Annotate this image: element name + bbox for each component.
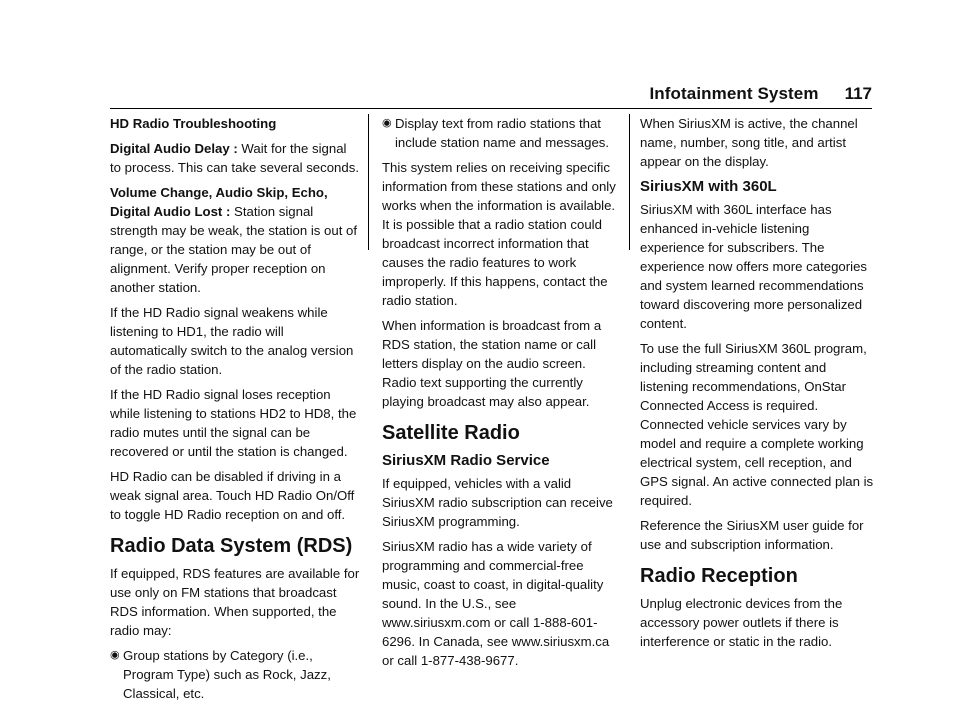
bullet-text: Display text from radio stations that include station name and messages.: [395, 116, 610, 150]
relies-paragraph: This system relies on receiving specific information from these stations and only works when the information is available. It is possible that a radio station could broadcast incorrect information that causes the radio features to work improperly. If this happens, contact the radio station.: [382, 160, 616, 308]
list-item: [382, 114, 618, 152]
bullet-text: Group stations by Category (i.e., Program Type) such as Rock, Jazz, Classical, etc.: [123, 648, 331, 701]
list-item: [110, 646, 360, 703]
sxm360-full: To use the full SiriusXM 360L program, including streaming content and listening recommendations, OnStar Connected Access is required. Connected vehicle services vary by model and require a complete working electrical system, cell reception, and GPS signal. An active connected plan is required.: [640, 341, 874, 508]
column-divider: [629, 114, 630, 250]
rds-heading: Radio Data System (RDS): [110, 535, 353, 557]
disabled-paragraph: HD Radio can be disabled if driving in a weak signal area. Touch HD Radio On/Off to toggle HD Radio reception on and off.: [110, 469, 355, 522]
sxm360-heading: SiriusXM with 360L: [640, 178, 777, 195]
section-title: Infotainment System: [649, 84, 819, 103]
column-middle: [382, 114, 618, 676]
header-rule: [110, 108, 872, 109]
troubleshooting-heading: HD Radio Troubleshooting: [110, 116, 277, 131]
broadcast-paragraph: When information is broadcast from a RDS station, the station name or call letters display on the audio screen. Radio text supporting the currently playing broadcast may also appear.: [382, 318, 602, 409]
sxm360-intro: SiriusXM with 360L interface has enhanced in-vehicle listening experience for subscribers. The experience now offers more categories and system learned recommendations toward discovering more personalized content.: [640, 202, 867, 331]
page-number: 117: [844, 84, 872, 103]
column-divider: [368, 114, 369, 250]
rds-intro: If equipped, RDS features are available for use only on FM stations that broadcast RDS information. When supported, the radio may:: [110, 566, 360, 638]
loses-paragraph: If the HD Radio signal loses reception while listening to stations HD2 to HD8, the radio mutes until the signal can be recovered or until the station is changed.: [110, 387, 357, 459]
change-paragraph: [110, 183, 360, 297]
delay-label: Digital Audio Delay :: [110, 141, 238, 156]
satellite-heading: Satellite Radio: [382, 422, 520, 444]
change-text: Station signal strength may be weak, the station is out of range, or the station may be out of alignment. Verify proper reception on another station.: [110, 204, 358, 295]
change-label: Volume Change, Audio Skip, Echo, Digital Audio Lost :: [110, 185, 328, 219]
guide-paragraph: Reference the SiriusXM user guide for use and subscription information.: [640, 518, 864, 552]
delay-text: Wait for the signal to process. This can take several seconds.: [110, 141, 359, 175]
unplug-paragraph: Unplug electronic devices from the accessory power outlets if there is interference or static in the radio.: [640, 596, 843, 649]
column-left: [110, 114, 360, 709]
reception-heading: Radio Reception: [640, 565, 798, 587]
variety-paragraph: SiriusXM radio has a wide variety of programming and commercial-free music, coast to coast, in digital-quality sound. In the U.S., see www.siriusxm.com or call 1-888-601-6296. In Canada, see www.siriusxm.ca or call 1-877-438-9677.: [382, 539, 610, 668]
active-paragraph: When SiriusXM is active, the channel name, number, song title, and artist appear on the display.: [640, 116, 858, 169]
subscription-paragraph: If equipped, vehicles with a valid SiriusXM radio subscription can receive SiriusXM programming.: [382, 476, 613, 529]
column-right: [640, 114, 876, 657]
rds-feature-list-continued: [382, 114, 618, 152]
service-heading: SiriusXM Radio Service: [382, 452, 550, 469]
bullet-icon: ◉: [382, 117, 392, 129]
rds-feature-list: [110, 646, 360, 703]
delay-paragraph: [110, 139, 360, 177]
page-header: [472, 84, 872, 104]
weakens-paragraph: If the HD Radio signal weakens while listening to HD1, the radio will automatically switch to the analog version of the radio station.: [110, 305, 354, 377]
bullet-icon: ◉: [110, 649, 120, 661]
